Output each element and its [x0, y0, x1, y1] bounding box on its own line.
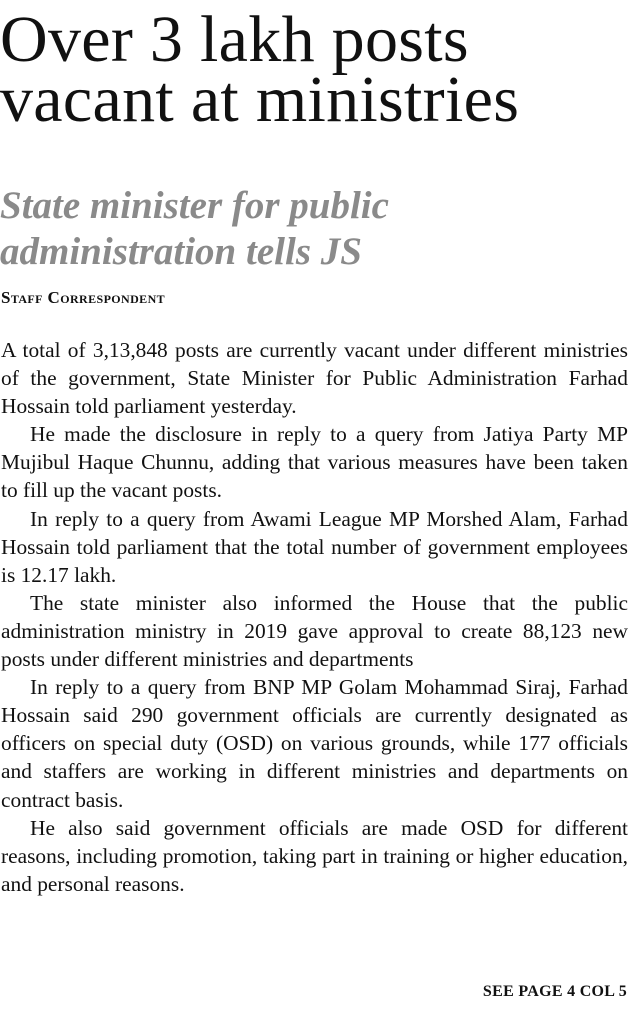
paragraph-4: The state minister also informed the House that the public administration ministry in 2019 gave approval to create 88,123 new posts under different ministries and departments	[1, 590, 628, 672]
headline-line-2: vacant at ministries	[0, 63, 520, 136]
headline-line-1: Over 3 lakh posts	[0, 3, 469, 76]
subheadline	[0, 183, 629, 275]
paragraph-1: A total of 3,13,848 posts are currently vacant under different ministries of the government, State Minister for Public Administration Farhad Hossain told parliament yesterday.	[1, 338, 628, 419]
byline: Staff Correspondent	[1, 288, 166, 307]
subheadline-line-2: administration tells JS	[0, 230, 362, 273]
paragraph-6: He also said government officials are made OSD for different reasons, including promotion, taking part in training or higher education, and personal reasons.	[1, 815, 628, 896]
article-body	[1, 336, 628, 898]
paragraph-2: He made the disclosure in reply to a query from Jatiya Party MP Mujibul Haque Chunnu, adding that various measures have been taken to fill up the vacant posts.	[1, 422, 628, 503]
continuation-link[interactable]: SEE PAGE 4 COL 5	[482, 983, 627, 1000]
paragraph-3: In reply to a query from Awami League MP Morshed Alam, Farhad Hossain told parliament that the total number of government employees is 12.17 lakh.	[1, 506, 628, 587]
paragraph-5: In reply to a query from BNP MP Golam Mohammad Siraj, Farhad Hossain said 290 government officials are currently designated as officers on special duty (OSD) on various grounds, while 177 officials and staffers are working in different ministries and departments on contract basis.	[1, 675, 628, 812]
headline	[0, 3, 629, 136]
subheadline-line-1: State minister for public	[0, 184, 389, 227]
